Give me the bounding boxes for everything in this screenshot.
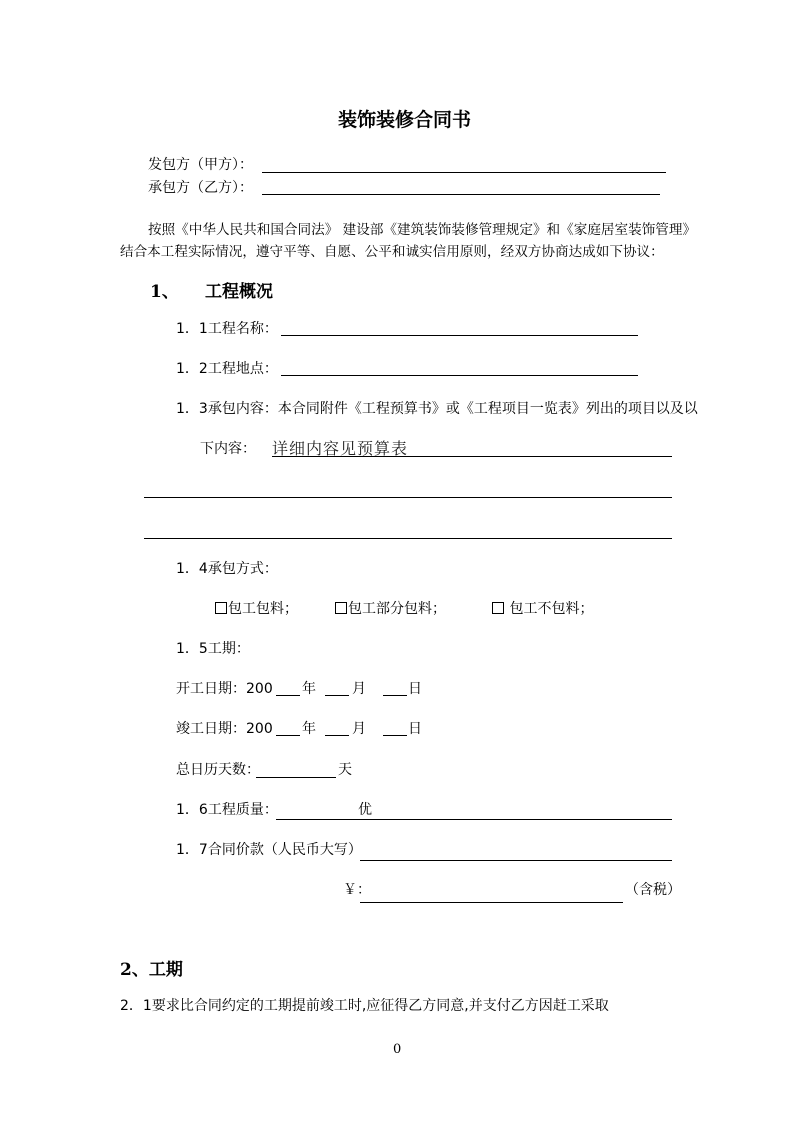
yen-label: ￥： <box>343 882 371 898</box>
end-day-field[interactable] <box>383 735 407 736</box>
contract-content-field-1[interactable] <box>272 456 672 457</box>
contract-content-field-2[interactable] <box>144 497 672 498</box>
contract-price-amount-field[interactable] <box>360 902 623 903</box>
end-year-field[interactable] <box>276 735 300 736</box>
section-2-title: 2、工期 <box>120 960 183 980</box>
option-labor-partial-materials[interactable] <box>335 600 446 618</box>
quality-value: 优 <box>358 802 372 818</box>
start-date-label: 开工日期：200 <box>176 681 273 697</box>
page-number: 0 <box>393 1042 402 1057</box>
party-a-label: 发包方（甲方）： <box>148 157 253 173</box>
day-unit: 日 <box>408 681 422 697</box>
handwritten-content-note: 详细内容见预算表 <box>272 439 409 458</box>
days-unit: 天 <box>338 762 352 778</box>
month-unit: 月 <box>352 721 366 737</box>
quality-field[interactable] <box>276 819 672 820</box>
item-1-2-label: 1．2工程地点： <box>176 361 278 377</box>
start-year-field[interactable] <box>276 695 300 696</box>
checkbox-icon[interactable] <box>215 602 227 614</box>
item-2-1-text: 2．1要求比合同约定的工期提前竣工时,应征得乙方同意,并支付乙方因赶工采取 <box>120 998 609 1014</box>
party-a-field[interactable] <box>262 172 666 173</box>
item-1-3-continued: 下内容： <box>200 441 256 457</box>
end-date-label: 竣工日期：200 <box>176 721 273 737</box>
total-days-label: 总日历天数： <box>176 762 260 778</box>
option-labor-and-materials[interactable] <box>215 600 298 618</box>
contract-price-words-field[interactable] <box>360 860 672 861</box>
section-1-title: 工程概况 <box>205 282 273 302</box>
item-1-7-label: 1．7合同价款（人民币大写） <box>176 842 362 858</box>
option-label: 包工包料； <box>228 601 298 617</box>
document-title: 装饰装修合同书 <box>338 109 472 131</box>
end-month-field[interactable] <box>325 735 349 736</box>
checkbox-icon[interactable] <box>335 602 347 614</box>
year-unit: 年 <box>302 721 316 737</box>
start-day-field[interactable] <box>383 695 407 696</box>
day-unit: 日 <box>408 721 422 737</box>
item-1-6-label: 1．6工程质量： <box>176 802 278 818</box>
option-label: 包工不包料； <box>505 601 594 617</box>
intro-line-1: 按照《中华人民共和国合同法》 建设部《建筑装饰装修管理规定》和《家庭居室装饰管理》 <box>148 222 697 238</box>
checkbox-icon[interactable] <box>492 602 504 614</box>
start-month-field[interactable] <box>325 695 349 696</box>
project-name-field[interactable] <box>281 335 638 336</box>
option-label: 包工部分包料； <box>348 601 446 617</box>
month-unit: 月 <box>352 681 366 697</box>
item-1-1-label: 1．1工程名称： <box>176 321 278 337</box>
item-1-5-label: 1．5工期： <box>176 641 250 657</box>
item-1-4-label: 1．4承包方式： <box>176 561 278 577</box>
item-1-3-label: 1．3承包内容：本合同附件《工程预算书》或《工程项目一览表》列出的项目以及以 <box>176 401 698 417</box>
tax-note: （含税） <box>625 882 681 898</box>
party-b-field[interactable] <box>262 194 660 195</box>
section-1-number: 1、 <box>150 282 179 302</box>
total-days-field[interactable] <box>256 777 336 778</box>
contract-content-field-3[interactable] <box>144 538 672 539</box>
intro-line-2: 结合本工程实际情况，遵守平等、自愿、公平和诚实信用原则，经双方协商达成如下协议： <box>120 244 664 260</box>
year-unit: 年 <box>302 681 316 697</box>
party-b-label: 承包方（乙方）： <box>148 180 253 196</box>
option-labor-only[interactable] <box>492 600 593 618</box>
project-location-field[interactable] <box>281 375 638 376</box>
